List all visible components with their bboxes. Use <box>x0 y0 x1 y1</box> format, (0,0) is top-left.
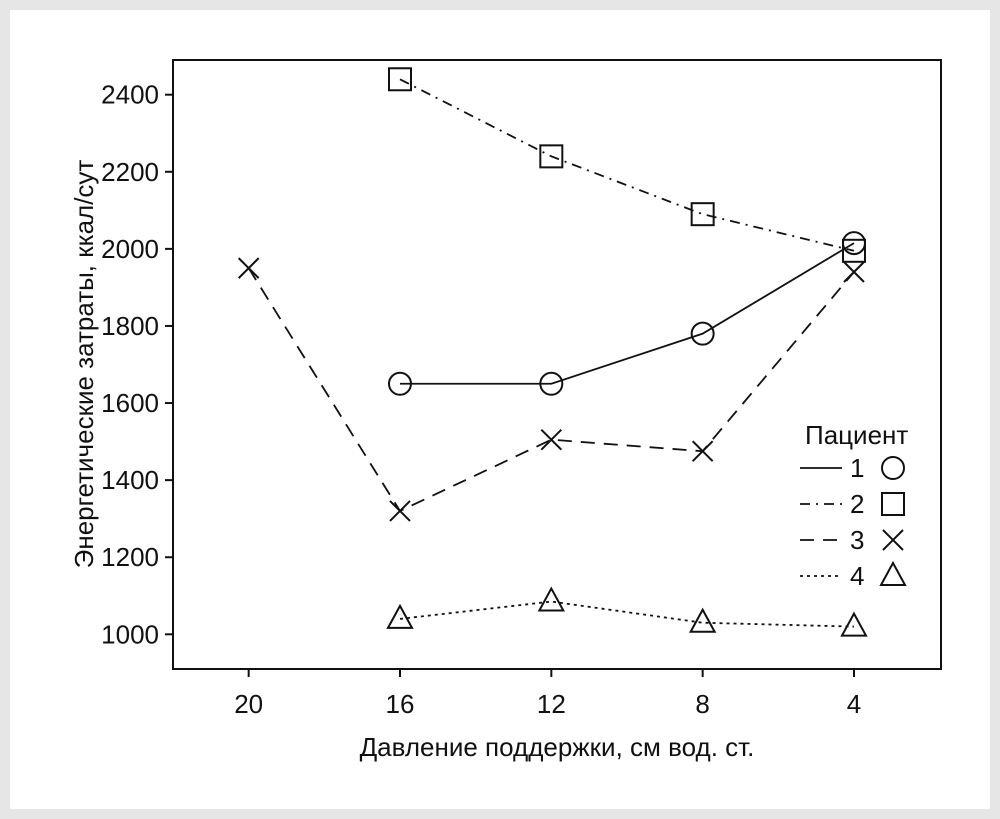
legend-label: 2 <box>850 489 865 519</box>
y-tick-label: 2200 <box>101 156 159 187</box>
x-marker <box>844 262 864 282</box>
x-tick-label: 12 <box>536 689 566 719</box>
legend-label: 3 <box>850 525 865 555</box>
figure-card <box>10 10 990 809</box>
y-tick-label: 2000 <box>101 233 159 264</box>
y-tick-label: 1200 <box>101 542 159 573</box>
series-line <box>249 268 854 511</box>
legend <box>800 420 908 591</box>
legend-item <box>800 525 903 555</box>
series-4 <box>388 589 866 636</box>
line-chart <box>10 10 990 809</box>
y-tick-label: 1600 <box>101 388 159 419</box>
series-3 <box>239 258 864 521</box>
series-layer <box>239 68 866 635</box>
y-tick-label: 1000 <box>101 619 159 650</box>
plot-frame <box>173 60 941 669</box>
triangle-marker <box>539 589 563 611</box>
y-axis <box>101 80 173 650</box>
series-2 <box>389 68 865 262</box>
triangle-marker <box>842 614 866 636</box>
legend-label: 4 <box>850 561 865 591</box>
square-marker <box>882 493 904 515</box>
series-line <box>400 79 854 251</box>
y-tick-label: 1400 <box>101 465 159 496</box>
square-marker <box>692 203 714 225</box>
y-tick-label: 1800 <box>101 310 159 341</box>
x-marker <box>239 258 259 278</box>
x-tick-label: 20 <box>234 689 264 719</box>
triangle-marker <box>881 563 905 585</box>
x-marker <box>883 530 903 550</box>
legend-title: Пациент <box>805 420 909 450</box>
x-tick-label: 16 <box>385 689 415 719</box>
x-axis-title: Давление поддержки, см вод. ст. <box>359 732 755 762</box>
x-tick-label: 4 <box>846 689 862 719</box>
y-axis-title: Энергетические затраты, ккал/сут <box>69 159 99 569</box>
circle-marker <box>882 457 904 479</box>
x-axis <box>234 669 861 719</box>
triangle-marker <box>388 606 412 628</box>
x-tick-label: 8 <box>695 689 710 719</box>
series-line <box>400 602 854 627</box>
series-1 <box>389 232 865 395</box>
legend-item <box>800 453 904 483</box>
x-marker <box>390 501 410 521</box>
series-line <box>400 243 854 384</box>
y-tick-label: 2400 <box>101 79 159 110</box>
legend-item <box>800 489 904 519</box>
legend-item <box>800 561 905 591</box>
legend-label: 1 <box>850 453 865 483</box>
